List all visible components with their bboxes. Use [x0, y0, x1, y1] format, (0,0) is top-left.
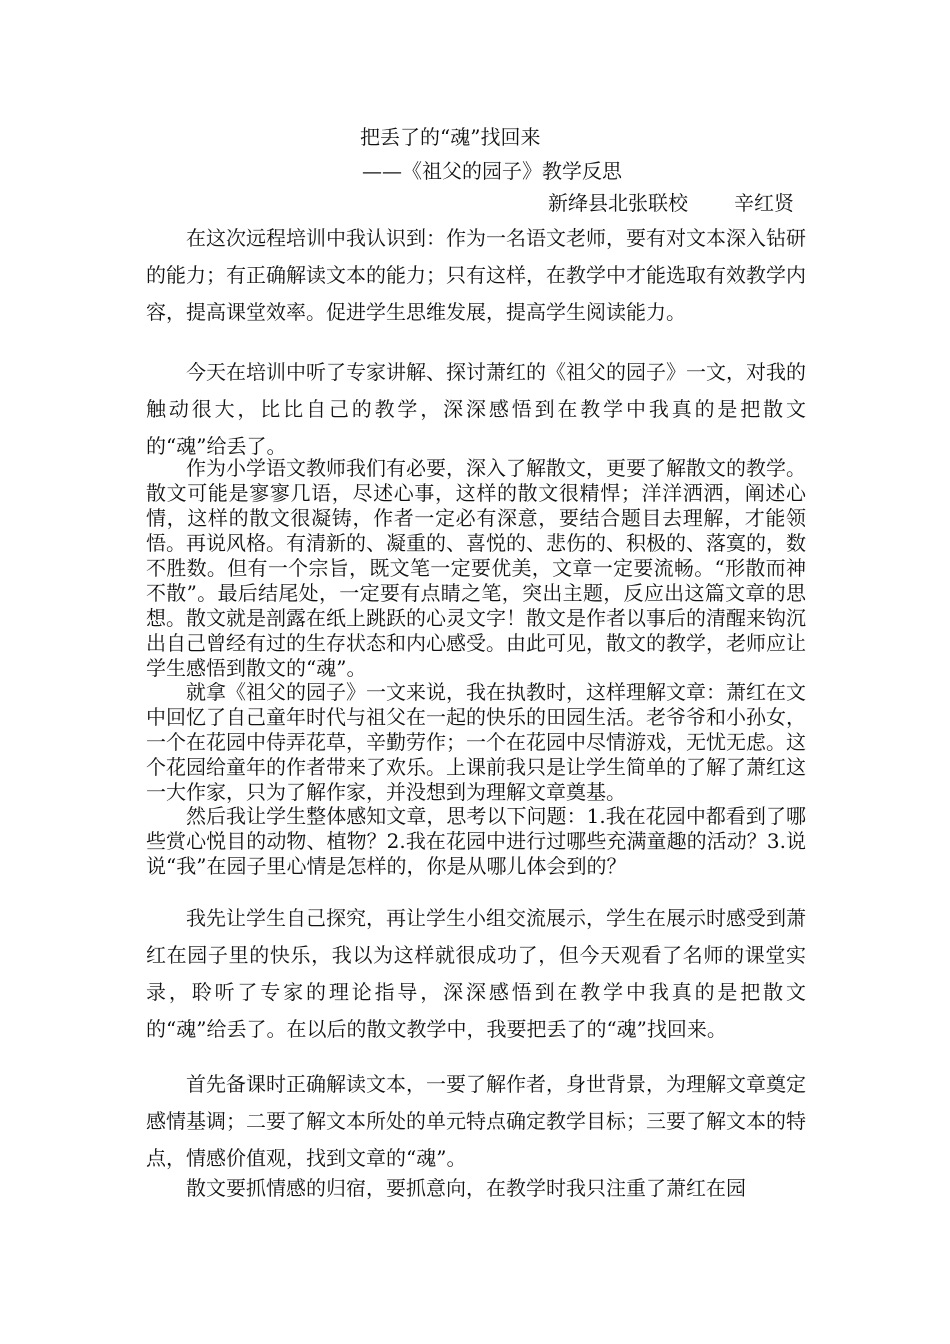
paragraph: 就拿《祖父的园子》一文来说，我在执教时，这样理解文章：萧红在文中回忆了自己童年时代与祖父在一起的快乐的田园生活。老爷爷和小孙女，一个在花园中侍弄花草，辛勤劳作；一个在花园中尽情游戏，无忧无虑。这个花园给童年的作者带来了欢乐。上课前我只是让学生简单的了解了萧红这一大作家，只为了解作家，并没想到为理解文章奠基。 [146, 680, 806, 804]
document-title: 把丢了的“魂”找回来 [360, 125, 541, 149]
paragraph: 我先让学生自己探究，再让学生小组交流展示，学生在展示时感受到萧红在园子里的快乐，我以为这样就很成功了，但今天观看了名师的课堂实录，聆听了专家的理论指导，深深感悟到在教学中我真的是把散文的“魂”给丢了。在以后的散文教学中，我要把丢了的“魂”找回来。 [146, 906, 806, 1041]
paragraph: 今天在培训中听了专家讲解、探讨萧红的《祖父的园子》一文，对我的触动很大，比比自己的教学，深深感悟到在教学中我真的是把散文的“魂”给丢了。 [146, 360, 806, 458]
paragraph: 在这次远程培训中我认识到：作为一名语文老师，要有对文本深入钻研的能力；有正确解读文本的能力；只有这样，在教学中才能选取有效教学内容，提高课堂效率。促进学生思维发展，提高学生阅读能力。 [146, 226, 806, 324]
author-name: 辛红贤 [734, 191, 794, 215]
byline [548, 190, 794, 216]
paragraph: 首先备课时正确解读文本，一要了解作者，身世背景，为理解文章奠定感情基调；二要了解文本所处的单元特点确定教学目标；三要了解文本的特点，情感价值观，找到文章的“魂”。 [146, 1072, 806, 1170]
paragraph: 然后我让学生整体感知文章，思考以下问题：1.我在花园中都看到了哪些赏心悦目的动物、植物？2.我在花园中进行过哪些充满童趣的活动？3.说说“我”在园子里心情是怎样的，你是从哪儿体会到的？ [146, 804, 806, 878]
paragraph: 散文要抓情感的归宿，要抓意向，在教学时我只注重了萧红在园 [186, 1176, 746, 1200]
paragraph: 作为小学语文教师我们有必要，深入了解散文，更要了解散文的教学。散文可能是寥寥几语，尽述心事，这样的散文很精悍；洋洋洒洒，阐述心情，这样的散文很凝铸，作者一定必有深意，要结合题目去理解，才能领悟。再说风格。有清新的、凝重的、喜悦的、悲伤的、积极的、落寞的，数不胜数。但有一个宗旨，既文笔一定要优美，文章一定要流畅。“形散而神不散”。最后结尾处，一定要有点睛之笔，突出主题，反应出这篇文章的思想。散文就是剖露在纸上跳跃的心灵文字！散文是作者以事后的清醒来钩沉出自己曾经有过的生存状态和内心感受。由此可见，散文的教学，老师应让学生感悟到散文的“魂”。 [146, 456, 806, 680]
document-subtitle: ——《祖父的园子》教学反思 [362, 159, 622, 183]
school-name: 新绛县北张联校 [548, 191, 688, 215]
